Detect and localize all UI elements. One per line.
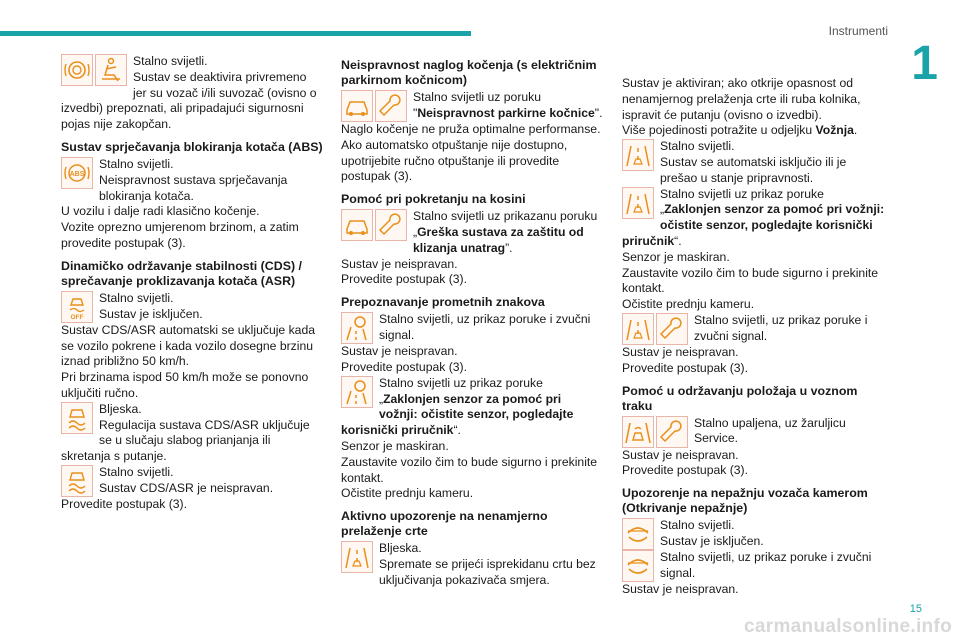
text: Više pojedinosti potražite u odjeljku Vožnja. [622, 123, 858, 138]
car-icon [341, 209, 373, 241]
text: Senzor je maskiran. [622, 249, 730, 264]
top-accent-bar [0, 31, 471, 36]
indicator-block [341, 209, 603, 256]
watermark: carmanualsonline.info [744, 616, 952, 637]
indicator-block [61, 465, 323, 497]
indicator-block [341, 312, 603, 344]
lane-departure-icon [341, 541, 373, 573]
text: Stalno svijetli. [660, 139, 735, 154]
indicator-block [61, 157, 323, 204]
text: Sustav CDS/ASR automatski se uključuje kada se vozilo pokrene i kada vozilo dosegne brzinu iznad približno 50 km/h. [61, 322, 316, 369]
indicator-block [341, 90, 603, 122]
indicator-block [61, 54, 323, 133]
car-icon [341, 90, 373, 122]
heading-lane: Aktivno upozorenje na nenamjerno prelaženje crte [341, 509, 548, 539]
text: Sustav je isključen. [660, 533, 764, 548]
wrench-icon [656, 313, 688, 345]
indicator-block [61, 291, 323, 323]
text: Sustav se automatski isključio ili je prešao u stanje pripravnosti. [660, 154, 847, 185]
heading-abs: Sustav sprječavanja blokiranja kotača (ABS) [61, 139, 323, 154]
text: Sustav je isključen. [99, 306, 203, 321]
text: Bljeska. [379, 541, 422, 556]
text: Ako automatsko otpuštanje nije dostupno, upotrijebite ručno otpuštanje ili provedite postupak (3). [341, 137, 568, 184]
lane-departure-icon [622, 313, 654, 345]
chapter-number: 1 [911, 37, 938, 90]
traffic-sign-recognition-icon [341, 312, 373, 344]
text: Provedite postupak (3). [341, 272, 468, 287]
text: Stalno svijetli uz prikaz poruke „Zaklonjen senzor za pomoć pri vožnji: očistite senzor, pogledajte korisnički priručnik“. [341, 375, 574, 438]
text: Sustav je neispravan. [622, 582, 739, 597]
indicator-block [341, 541, 603, 588]
text: Zaustavite vozilo čim to bude sigurno i prekinite kontakt. [622, 265, 879, 296]
indicator-block [622, 416, 886, 448]
text: Sustav CDS/ASR je neispravan. [99, 480, 274, 495]
indicator-block [61, 402, 323, 465]
traffic-sign-recognition-icon [341, 376, 373, 408]
text: Sustav je neispravan. [622, 447, 739, 462]
seat-passenger-icon [95, 54, 127, 86]
indicator-block [622, 139, 886, 186]
text: Bljeska. [99, 401, 142, 416]
text: Vozite oprezno umjerenom brzinom, a zatim provedite postupak (3). [61, 220, 299, 250]
column-3 [622, 54, 886, 598]
text: Stalno svijetli, uz prikaz poruke i zvučni signal. [660, 550, 872, 580]
text: Stalno svijetli. [99, 156, 174, 171]
wrench-icon [375, 90, 407, 122]
heading-cds: Dinamičko održavanje stabilnosti (CDS) / sprečavanje proklizavanja kotača (ASR) [61, 258, 302, 288]
lane-keeping-icon [622, 416, 654, 448]
text: Sustav je neispravan. [341, 344, 458, 359]
text: Stalno svijetli. [133, 54, 208, 68]
page-number: 15 [909, 603, 922, 615]
text: Stalno svijetli uz poruku "Neispravnost parkirne kočnice". [413, 90, 603, 120]
section-title: Instrumenti [828, 24, 888, 38]
abs-icon [61, 157, 93, 189]
text: Stalno svijetli, uz prikaz poruke i zvučni signal. [694, 312, 868, 343]
text: Sustav se deaktivira privremeno jer su vozač i/ili suvozač (ovisno o izvedbi) prepoznati, ali pripadajući sigurnosni pojas nije zakopčan. [61, 69, 317, 132]
wrench-icon [656, 416, 688, 448]
indicator-block [622, 518, 886, 550]
driver-attention-icon [622, 518, 654, 550]
text: Neispravnost sustava sprječavanja blokiranja kotača. [99, 172, 288, 203]
skid-icon [61, 465, 93, 497]
airbag-icon [61, 54, 93, 86]
column-2 [341, 54, 603, 589]
text: Sustav je neispravan. [341, 256, 458, 271]
indicator-block [622, 187, 886, 250]
text: U vozilu i dalje radi klasično kočenje. [61, 204, 260, 219]
heading-lka: Pomoć u održavanju položaja u voznom traku [622, 383, 858, 413]
driver-attention-icon [622, 550, 654, 582]
text: Pri brzinama ispod 50 km/h može se ponovno uključiti ručno. [61, 370, 309, 400]
column-1 [61, 54, 323, 513]
indicator-block [622, 313, 886, 345]
text: Zaustavite vozilo čim to bude sigurno i prekinite kontakt. [341, 454, 598, 485]
text: Spremate se prijeći isprekidanu crtu bez uključivanja pokazivača smjera. [379, 556, 596, 587]
text: Stalno svijetli uz prikaz poruke „Zaklonjen senzor za pomoć pri vožnji: očistite senzor, pogledajte korisnički priručnik“. [622, 186, 885, 248]
text: Senzor je maskiran. [341, 438, 449, 453]
text: Očistite prednju kameru. [341, 486, 474, 501]
text: Provedite postupak (3). [622, 360, 749, 375]
text: Sustav je aktiviran; ako otkrije opasnost od nenamjernog prelaženja crte ili ruba kolnika, ispravit će putanju (ovisno o izvedbi). [622, 76, 861, 122]
skid-off-icon [61, 291, 93, 323]
wrench-icon [375, 209, 407, 241]
heading-hill: Pomoć pri pokretanju na kosini [341, 192, 526, 207]
text: Stalno svijetli. [660, 518, 735, 533]
heading-daw: Upozorenje na nepažnju vozača kamerom (Otkrivanje nepažnje) [622, 486, 868, 516]
lane-departure-icon [622, 139, 654, 171]
text: Provedite postupak (3). [341, 359, 468, 374]
heading-brake: Neispravnost naglog kočenja (s električnim parkirnom kočnicom) [341, 58, 597, 87]
text: Stalno svijetli, uz prikaz poruke i zvučni signal. [379, 312, 591, 342]
indicator-block [341, 376, 603, 439]
text: Sustav je neispravan. [622, 344, 739, 359]
text: Stalno svijetli. [99, 290, 174, 305]
skid-icon [61, 402, 93, 434]
text: Regulacija sustava CDS/ASR uključuje se u slučaju slabog prianjanja ili skretanja s putanje. [61, 417, 310, 464]
text: Očistite prednju kameru. [622, 297, 755, 312]
indicator-block [622, 550, 886, 582]
text: Stalno svijetli. [99, 464, 174, 479]
text: Stalno svijetli uz prikazanu poruku „Greška sustava za zaštitu od klizanja unatrag”. [413, 209, 598, 255]
text: Provedite postupak (3). [622, 463, 749, 478]
heading-sign: Prepoznavanje prometnih znakova [341, 295, 545, 310]
text: Stalno upaljena, uz žaruljicu Service. [694, 415, 846, 446]
text: Naglo kočenje ne pruža optimalne performanse. [341, 122, 601, 136]
lane-departure-icon [622, 187, 654, 219]
text: Provedite postupak (3). [61, 496, 188, 511]
